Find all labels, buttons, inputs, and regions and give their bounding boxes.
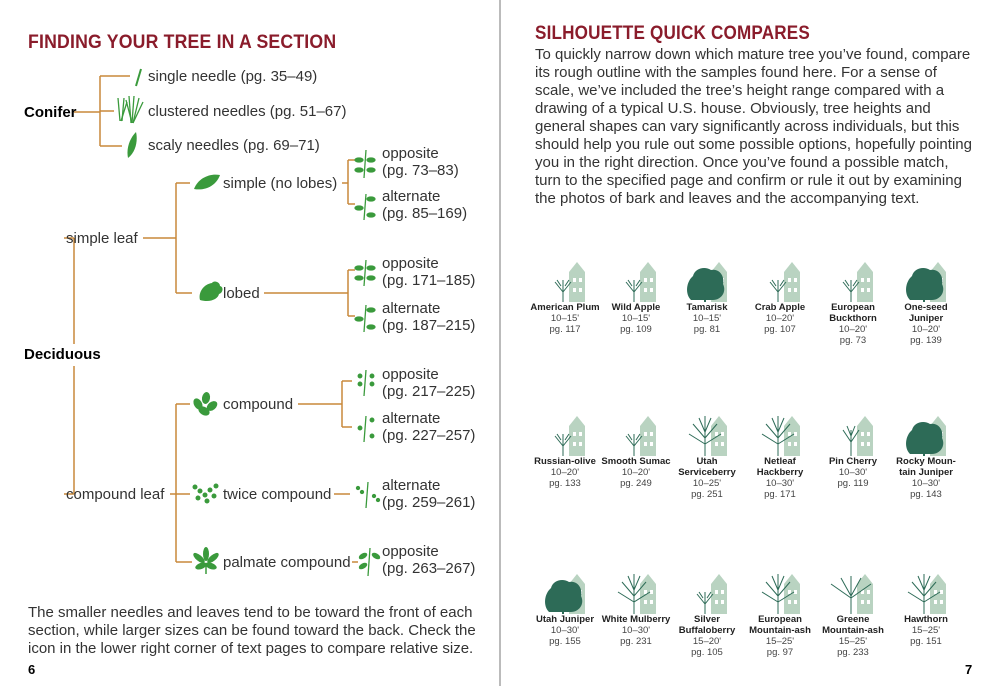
tree-silhouette-icon	[754, 408, 806, 456]
tree-name: Pin Cherry	[828, 456, 878, 467]
twice-alternate-label: alternate	[382, 477, 441, 494]
silhouette-card	[671, 566, 743, 658]
tree-name: Smooth Sumac	[601, 456, 671, 467]
tree-silhouette-icon	[610, 408, 662, 456]
compound-leaf-icon	[192, 391, 220, 417]
tree-page-ref: pg. 119	[837, 478, 869, 489]
tree-page-ref: pg. 231	[620, 636, 652, 647]
tree-silhouette-icon	[681, 566, 733, 614]
tree-height: 15–25'	[911, 625, 941, 636]
compound-alternate-pages: (pg. 227–257)	[382, 427, 476, 444]
tree-page-ref: pg. 81	[693, 324, 721, 335]
palmate-opposite-pages: (pg. 263–267)	[382, 560, 476, 577]
tree-name: Utah Serviceberry	[678, 456, 736, 478]
silhouette-card	[529, 566, 601, 647]
simple-opposite-label: opposite	[382, 145, 439, 162]
scaly-needles-icon	[127, 132, 136, 158]
silhouette-card	[744, 408, 816, 500]
silhouette-card	[817, 254, 889, 346]
tree-name: Crab Apple	[754, 302, 806, 313]
tree-page-ref: pg. 105	[691, 647, 723, 658]
right-page	[501, 0, 1000, 686]
silhouette-card	[600, 254, 672, 335]
tree-height: 10–20'	[911, 324, 941, 335]
tree-page-ref: pg. 233	[837, 647, 869, 658]
tree-height: 10–30'	[550, 625, 580, 636]
tree-silhouette-icon	[754, 254, 806, 302]
tree-page-ref: pg. 143	[910, 489, 942, 500]
opposite-arrangement-icon	[358, 370, 374, 396]
tree-name: European Mountain-ash	[749, 614, 811, 636]
silhouette-card	[600, 566, 672, 647]
tree-page-ref: pg. 133	[549, 478, 581, 489]
tree-height: 10–20'	[621, 467, 651, 478]
alternate-arrangement-icon	[355, 305, 375, 332]
scaly-needles-label: scaly needles (pg. 69–71)	[148, 137, 320, 154]
tree-page-ref: pg. 73	[839, 335, 867, 346]
tree-height: 10–30'	[621, 625, 651, 636]
tree-silhouette-icon	[610, 566, 662, 614]
conifer-label: Conifer	[24, 104, 77, 121]
tree-silhouette-icon	[539, 566, 591, 614]
simple-leaf-icon	[194, 175, 220, 190]
tree-height: 10–30'	[911, 478, 941, 489]
tree-height: 15–25'	[838, 636, 868, 647]
compound-opposite-pages: (pg. 217–225)	[382, 383, 476, 400]
tree-height: 10–20'	[765, 313, 795, 324]
right-page-title: SILHOUETTE QUICK COMPARES	[535, 23, 810, 44]
tree-silhouette-icon	[539, 254, 591, 302]
alternate-arrangement-icon	[357, 482, 380, 508]
opposite-arrangement-icon	[355, 260, 375, 286]
tree-name: Russian-olive	[534, 456, 596, 467]
silhouette-card	[890, 408, 962, 500]
clustered-needles-icon	[118, 96, 143, 123]
tree-silhouette-icon	[827, 408, 879, 456]
tree-silhouette-icon	[610, 254, 662, 302]
tree-height: 10–25'	[692, 478, 722, 489]
simple-opposite-pages: (pg. 73–83)	[382, 162, 459, 179]
silhouette-card	[817, 408, 889, 489]
palmate-opposite-label: opposite	[382, 543, 439, 560]
palmate-compound-label: palmate compound	[223, 554, 351, 571]
silhouette-card	[671, 254, 743, 335]
single-needle-label: single needle (pg. 35–49)	[148, 68, 318, 85]
simple-leaf-label: simple leaf	[66, 230, 138, 247]
tree-silhouette-icon	[827, 566, 879, 614]
silhouette-card	[744, 254, 816, 335]
clustered-needles-label: clustered needles (pg. 51–67)	[148, 103, 347, 120]
lobed-opposite-pages: (pg. 171–185)	[382, 272, 476, 289]
tree-page-ref: pg. 109	[620, 324, 652, 335]
silhouette-card	[600, 408, 672, 489]
silhouette-card	[671, 408, 743, 500]
compound-leaf-label: compound leaf	[66, 486, 165, 503]
tree-name: Netleaf Hackberry	[756, 456, 804, 478]
tree-height: 10–20'	[838, 324, 868, 335]
compound-alternate-label: alternate	[382, 410, 441, 427]
silhouette-card	[890, 254, 962, 346]
tree-silhouette-icon	[681, 254, 733, 302]
alternate-arrangement-icon	[355, 194, 375, 220]
twice-alternate-pages: (pg. 259–261)	[382, 494, 476, 511]
single-needle-icon	[136, 69, 141, 86]
silhouette-card	[529, 408, 601, 489]
tree-page-ref: pg. 249	[620, 478, 652, 489]
tree-name: Greene Mountain-ash	[822, 614, 884, 636]
tree-height: 10–15'	[692, 313, 722, 324]
tree-height: 10–15'	[621, 313, 651, 324]
tree-height: 15–20'	[692, 636, 722, 647]
tree-silhouette-icon	[900, 254, 952, 302]
alternate-arrangement-icon	[358, 416, 374, 442]
tree-name: Hawthorn	[904, 614, 948, 625]
page-number-right: 7	[965, 662, 973, 677]
silhouette-card	[529, 254, 601, 335]
intro-paragraph: To quickly narrow down which mature tree you’ve found, compare its rough outline with the samples found here. For a sense of scale, we’ve included the tree’s height range compared with a drawing of a typical U.S. house. Obviously, tree heights and general shapes can vary significantly across individuals, but this should help you rule out some possible options, hopefully pointing you in the right direction. Once you’ve found a possible match, turn to the specified page and confirm or rule it out by examining the photos of bark and leaves and the accompanying text.	[535, 46, 972, 207]
tree-page-ref: pg. 97	[766, 647, 794, 658]
tree-height: 10–30'	[838, 467, 868, 478]
tree-silhouette-icon	[539, 408, 591, 456]
tree-height: 10–15'	[550, 313, 580, 324]
tree-page-ref: pg. 251	[691, 489, 723, 500]
tree-silhouette-icon	[827, 254, 879, 302]
tree-name: American Plum	[530, 302, 600, 313]
left-footer-text: The smaller needles and leaves tend to be toward the front of each section, while larger sizes can be found toward the back. Check the icon in the lower right corner of text pages to compare relative size.	[28, 604, 476, 657]
tree-page-ref: pg. 107	[764, 324, 796, 335]
tree-height: 10–30'	[765, 478, 795, 489]
left-page	[0, 0, 499, 686]
deciduous-label: Deciduous	[24, 346, 101, 363]
twice-compound-icon	[193, 484, 219, 504]
tree-silhouette-icon	[900, 566, 952, 614]
tree-page-ref: pg. 151	[910, 636, 942, 647]
opposite-arrangement-icon	[359, 548, 381, 576]
silhouette-card	[744, 566, 816, 658]
lobed-leaf-icon	[200, 282, 223, 301]
tree-silhouette-icon	[900, 408, 952, 456]
lobed-label: lobed	[223, 285, 260, 302]
tree-name: Silver Buffaloberry	[678, 614, 736, 636]
tree-name: Rocky Moun-tain Juniper	[896, 456, 956, 478]
silhouette-card	[890, 566, 962, 647]
tree-page-ref: pg. 155	[549, 636, 581, 647]
compound-label: compound	[223, 396, 294, 413]
tree-silhouette-icon	[681, 408, 733, 456]
tree-height: 10–20'	[550, 467, 580, 478]
lobed-alternate-pages: (pg. 187–215)	[382, 317, 476, 334]
tree-page-ref: pg. 171	[764, 489, 796, 500]
tree-name: Wild Apple	[611, 302, 661, 313]
tree-name: One-seed Juniper	[904, 302, 948, 324]
tree-silhouette-icon	[754, 566, 806, 614]
lobed-opposite-label: opposite	[382, 255, 439, 272]
lobed-alternate-label: alternate	[382, 300, 441, 317]
simple-no-lobes-label: simple (no lobes)	[223, 175, 338, 192]
tree-name: White Mulberry	[601, 614, 671, 625]
tree-page-ref: pg. 117	[549, 324, 581, 335]
tree-page-ref: pg. 139	[910, 335, 942, 346]
palmate-compound-icon	[192, 547, 221, 574]
left-page-title: FINDING YOUR TREE IN A SECTION	[28, 32, 337, 53]
tree-height: 15–25'	[765, 636, 795, 647]
page-number-left: 6	[28, 662, 36, 677]
tree-name: Tamarisk	[686, 302, 728, 313]
simple-alternate-label: alternate	[382, 188, 441, 205]
tree-name: European Buckthorn	[829, 302, 877, 324]
silhouette-card	[817, 566, 889, 658]
twice-compound-label: twice compound	[223, 486, 332, 503]
opposite-arrangement-icon	[355, 150, 375, 178]
tree-name: Utah Juniper	[535, 614, 595, 625]
simple-alternate-pages: (pg. 85–169)	[382, 205, 468, 222]
compound-opposite-label: opposite	[382, 366, 439, 383]
